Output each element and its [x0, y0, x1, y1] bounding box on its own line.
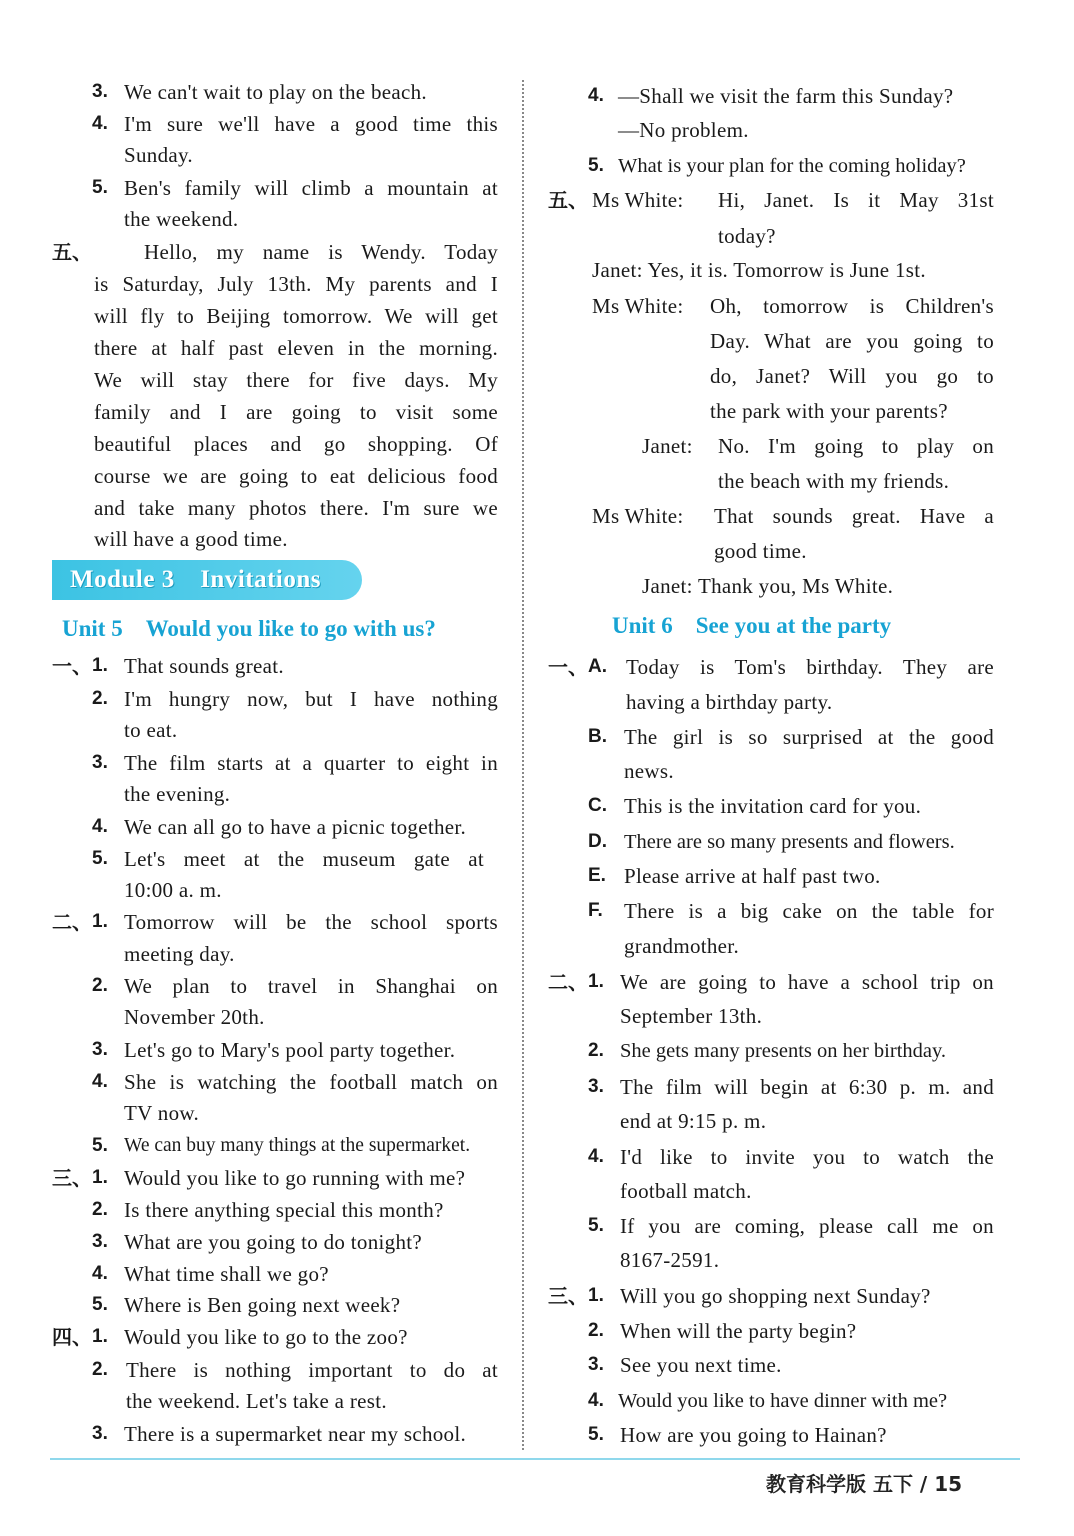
section-label: 三、 [52, 1166, 92, 1190]
answer-line: Sunday. [124, 143, 193, 167]
answer-line: There is a big cake on the table for [624, 899, 994, 923]
answer-line: grandmother. [624, 934, 739, 958]
item-number: 5. [588, 1215, 604, 1236]
dialogue-line: good time. [714, 539, 807, 563]
answer-line: The film will begin at 6:30 p. m. and [620, 1075, 994, 1099]
dialogue-line: do, Janet? Will you go to [710, 364, 994, 388]
answer-line: I'm sure we'll have a good time this [124, 112, 498, 136]
answer-line: We are going to have a school trip on [620, 970, 994, 994]
item-number: 4. [92, 1263, 108, 1284]
dialogue-line: today? [718, 224, 776, 248]
module-title: Module 3 Invitations [70, 566, 322, 593]
answer-line: Where is Ben going next week? [124, 1293, 401, 1317]
item-number: 5. [92, 1135, 108, 1156]
answer-line: TV now. [124, 1101, 200, 1125]
item-number: 4. [588, 85, 604, 106]
answer-line: The film starts at a quarter to eight in [124, 751, 498, 775]
answer-line: What is your plan for the coming holiday? [618, 155, 966, 177]
item-number: 2. [92, 1359, 108, 1380]
answer-line: This is the invitation card for you. [624, 794, 922, 818]
answer-line: Would you like to have dinner with me? [618, 1390, 948, 1412]
item-letter: F. [588, 900, 603, 921]
answer-line: news. [624, 759, 674, 783]
answer-line: September 13th. [620, 1004, 763, 1028]
item-number: 2. [588, 1040, 604, 1061]
passage-line: will have a good time. [94, 527, 288, 551]
item-number: 3. [92, 81, 108, 102]
item-number: 3. [92, 1039, 108, 1060]
passage-line: We will stay there for five days. My [94, 368, 498, 392]
dialogue-line: Oh, tomorrow is Children's [710, 294, 994, 318]
dialogue-line: the beach with my friends. [718, 469, 950, 493]
answer-line: She gets many presents on her birthday. [620, 1040, 947, 1062]
answer-line: end at 9:15 p. m. [620, 1109, 767, 1133]
speaker: Ms White: [592, 504, 684, 528]
item-number: 1. [92, 911, 108, 932]
item-number: 3. [588, 1076, 604, 1097]
unit-title: Unit 5 Would you like to go with us? [62, 616, 436, 641]
answer-line: We can buy many things at the supermarket. [124, 1135, 471, 1156]
dialogue-line: the park with your parents? [710, 399, 948, 423]
column-divider [522, 80, 524, 1450]
item-number: 4. [588, 1146, 604, 1167]
answer-line: If you are coming, please call me on [620, 1214, 994, 1238]
answer-line: Would you like to go to the zoo? [124, 1325, 408, 1349]
item-number: 1. [588, 971, 604, 992]
answer-line: How are you going to Hainan? [620, 1423, 887, 1447]
item-letter: E. [588, 865, 606, 886]
answer-line: Tomorrow will be the school sports [124, 910, 498, 934]
section-label: 四、 [52, 1325, 92, 1349]
answer-line: Let's meet at the museum gate at [124, 847, 484, 871]
answer-line: What time shall we go? [124, 1262, 329, 1286]
answer-line: the weekend. [124, 207, 239, 231]
item-number: 3. [588, 1354, 604, 1375]
answer-line: Is there anything special this month? [124, 1198, 444, 1222]
item-letter: C. [588, 795, 607, 816]
item-number: 1. [92, 655, 108, 676]
answer-line: There is nothing important to do at [126, 1358, 498, 1382]
passage-line: family and I are going to visit some [94, 400, 498, 424]
footer-rule [50, 1458, 1020, 1460]
answer-line: When will the party begin? [620, 1319, 857, 1343]
answer-line: Let's go to Mary's pool party together. [124, 1038, 456, 1062]
passage-line: there at half past eleven in the morning. [94, 336, 498, 360]
answer-line: the weekend. Let's take a rest. [126, 1389, 387, 1413]
item-number: 5. [92, 848, 108, 869]
dialogue-line: Day. What are you going to [710, 329, 994, 353]
answer-line: Ben's family will climb a mountain at [124, 176, 498, 200]
answer-line: What are you going to do tonight? [124, 1230, 423, 1254]
speaker: Ms White: [592, 294, 684, 318]
dialogue-line: No. I'm going to play on [718, 434, 994, 458]
answer-line: There is a supermarket near my school. [124, 1422, 467, 1446]
answer-line: meeting day. [124, 942, 235, 966]
item-number: 3. [92, 1423, 108, 1444]
item-number: 3. [92, 1231, 108, 1252]
answer-line: to eat. [124, 718, 178, 742]
item-number: 4. [588, 1390, 604, 1411]
passage-line: course we are going to eat delicious food [94, 464, 498, 488]
item-number: 4. [92, 1071, 108, 1092]
answer-line: We can't wait to play on the beach. [124, 80, 427, 104]
answer-line: We plan to travel in Shanghai on [124, 974, 498, 998]
answer-line: Today is Tom's birthday. They are [626, 655, 994, 679]
item-number: 5. [588, 155, 604, 176]
answer-line: That sounds great. [124, 654, 284, 678]
answer-line: Would you like to go running with me? [124, 1166, 466, 1190]
answer-line: Will you go shopping next Sunday? [620, 1284, 931, 1308]
dialogue-line: Janet: Yes, it is. Tomorrow is June 1st. [592, 258, 926, 282]
answer-line: The girl is so surprised at the good [624, 725, 994, 749]
item-number: 1. [92, 1326, 108, 1347]
answer-line: 8167-2591. [620, 1248, 720, 1272]
answer-line: She is watching the football match on [124, 1070, 498, 1094]
item-number: 5. [92, 177, 108, 198]
answer-line: See you next time. [620, 1353, 782, 1377]
passage-line: is Saturday, July 13th. My parents and I [94, 272, 498, 296]
item-number: 3. [92, 752, 108, 773]
item-number: 2. [92, 1199, 108, 1220]
item-number: 1. [92, 1167, 108, 1188]
answer-line: We can all go to have a picnic together. [124, 815, 467, 839]
passage-line: Hello, my name is Wendy. Today [144, 240, 498, 264]
answer-line: the evening. [124, 782, 231, 806]
answer-line: I'd like to invite you to watch the [620, 1145, 994, 1169]
section-label: 五、 [548, 188, 588, 212]
item-number: 4. [92, 113, 108, 134]
speaker: Janet: [642, 434, 693, 458]
page-footer: 教育科学版 五下 / 15 [766, 1472, 963, 1496]
item-letter: B. [588, 726, 607, 747]
item-letter: A. [588, 656, 607, 677]
section-label: 三、 [548, 1284, 588, 1308]
answer-line: football match. [620, 1179, 752, 1203]
section-label: 一、 [52, 654, 92, 678]
answer-line: November 20th. [124, 1005, 265, 1029]
answer-line: Please arrive at half past two. [624, 864, 881, 888]
section-label: 一、 [548, 655, 588, 679]
speaker: Ms White: [592, 188, 684, 212]
dialogue-line: That sounds great. Have a [714, 504, 994, 528]
answer-line: I'm hungry now, but I have nothing [124, 687, 498, 711]
answer-line: having a birthday party. [626, 690, 833, 714]
passage-line: beautiful places and go shopping. Of [94, 432, 498, 456]
item-number: 2. [588, 1320, 604, 1341]
dialogue-line: Hi, Janet. Is it May 31st [718, 188, 994, 212]
answer-line: —No problem. [618, 118, 749, 142]
item-number: 2. [92, 688, 108, 709]
item-number: 5. [92, 1294, 108, 1315]
answer-line: There are so many presents and flowers. [624, 831, 955, 853]
section-label: 五、 [52, 240, 92, 264]
answer-line: 10:00 a. m. [124, 878, 222, 902]
passage-line: and take many photos there. I'm sure we [94, 496, 498, 520]
item-number: 2. [92, 975, 108, 996]
item-number: 1. [588, 1285, 604, 1306]
item-number: 4. [92, 816, 108, 837]
unit-title: Unit 6 See you at the party [612, 613, 892, 638]
answer-line: —Shall we visit the farm this Sunday? [618, 84, 954, 108]
section-label: 二、 [52, 910, 92, 934]
item-letter: D. [588, 831, 607, 852]
dialogue-line: Janet: Thank you, Ms White. [642, 574, 894, 598]
section-label: 二、 [548, 970, 588, 994]
item-number: 5. [588, 1424, 604, 1445]
passage-line: will fly to Beijing tomorrow. We will get [94, 304, 498, 328]
